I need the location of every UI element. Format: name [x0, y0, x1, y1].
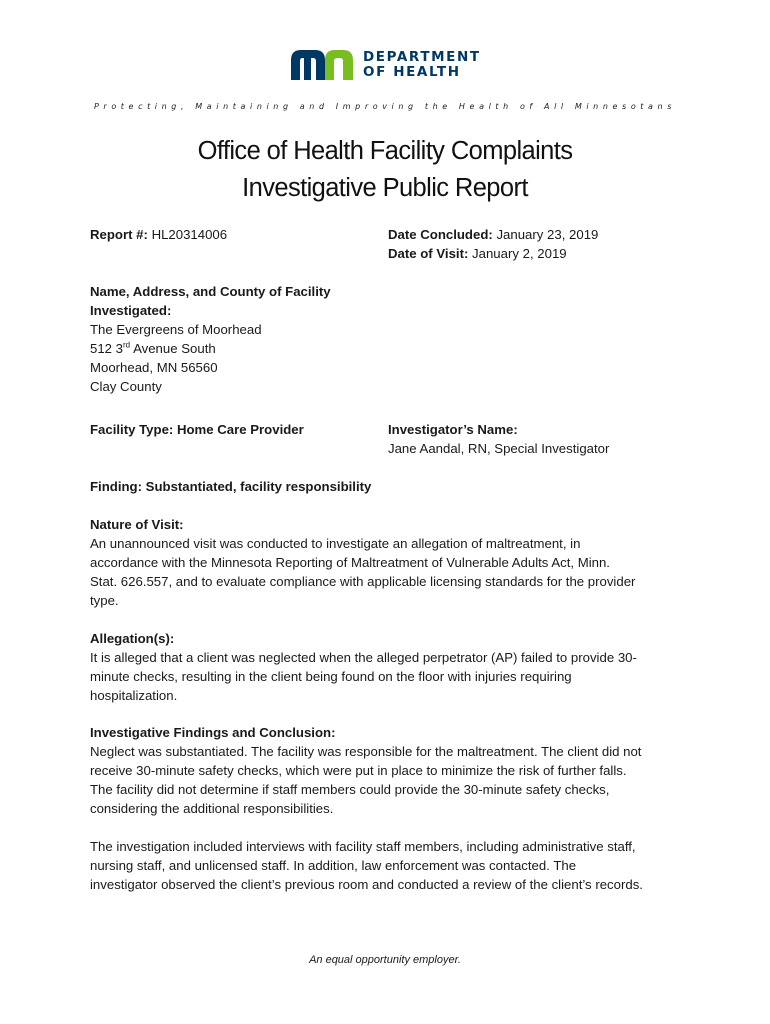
logo-wordmark [363, 50, 481, 80]
nature-line: accordance with the Minnesota Reporting of Maltreatment of Vulnerable Adults Act, Minn. [90, 555, 610, 570]
report-number [90, 225, 227, 244]
date-concluded-value: January 23, 2019 [496, 227, 599, 242]
allegation-line: minute checks, resulting in the client being found on the floor with injuries requiring [90, 669, 572, 684]
allegation-line: It is alleged that a client was neglected when the alleged perpetrator (AP) failed to provide 30- [90, 650, 637, 665]
facility-street [90, 339, 331, 358]
findings-section [90, 723, 690, 818]
date-of-visit [388, 244, 567, 263]
investigation-section [90, 837, 690, 894]
footer-eoe: An equal opportunity employer. [309, 954, 461, 966]
facility-county: Clay County [90, 379, 162, 394]
findings-heading: Investigative Findings and Conclusion: [90, 725, 336, 740]
findings-line: Neglect was substantiated. The facility was responsible for the maltreatment. The client did not [90, 744, 642, 759]
findings-line: The facility did not determine if staff members could provide the 30-minute safety checks, [90, 782, 610, 797]
facility-block [90, 282, 331, 396]
finding: Finding: Substantiated, facility responsibility [90, 479, 372, 494]
title-line-2: Investigative Public Report [242, 174, 528, 202]
investigation-line: investigator observed the client’s previous room and conducted a review of the client’s records. [90, 877, 643, 892]
facility-city: Moorhead, MN 56560 [90, 360, 218, 375]
allegation-section [90, 629, 690, 705]
allegation-heading: Allegation(s): [90, 631, 175, 646]
facility-type: Facility Type: Home Care Provider [90, 422, 304, 437]
investigation-line: The investigation included interviews with facility staff members, including administrative staff, [90, 839, 636, 854]
facility-label-line-2: Investigated: [90, 303, 172, 318]
investigation-line: nursing staff, and unlicensed staff. In addition, law enforcement was contacted. The [90, 858, 577, 873]
street-suffix: rd [123, 340, 131, 350]
facility-name: The Evergreens of Moorhead [90, 322, 262, 337]
page-title [0, 133, 770, 207]
mdh-logo [291, 48, 481, 82]
allegation-line: hospitalization. [90, 688, 178, 703]
date-concluded [388, 225, 598, 244]
nature-line: Stat. 626.557, and to evaluate compliance with applicable licensing standards for the provider [90, 574, 636, 589]
nature-of-visit-section [90, 515, 690, 610]
title-line-1: Office of Health Facility Complaints [197, 137, 573, 165]
report-number-label: Report #: [90, 227, 148, 242]
facility-label-line-1: Name, Address, and County of Facility [90, 284, 331, 299]
nature-heading: Nature of Visit: [90, 517, 184, 532]
logo-line-2: OF HEALTH [363, 64, 461, 80]
nature-line: An unannounced visit was conducted to investigate an allegation of maltreatment, in [90, 536, 581, 551]
investigator-name: Jane Aandal, RN, Special Investigator [388, 441, 610, 456]
street-rest: Avenue South [130, 341, 216, 356]
tagline: Protecting, Maintaining and Improving the Health of All Minnesotans [94, 102, 676, 111]
nature-line: type. [90, 593, 119, 608]
logo-line-1: DEPARTMENT [363, 49, 481, 65]
investigator-label: Investigator’s Name: [388, 422, 518, 437]
street-number: 512 3 [90, 341, 124, 356]
report-number-value: HL20314006 [151, 227, 228, 242]
date-concluded-label: Date Concluded: [388, 227, 493, 242]
date-of-visit-label: Date of Visit: [388, 246, 469, 261]
findings-line: receive 30-minute safety checks, which were put in place to minimize the risk of further falls. [90, 763, 627, 778]
date-of-visit-value: January 2, 2019 [472, 246, 567, 261]
findings-line: considering the additional responsibilities. [90, 801, 334, 816]
mn-logo-mark-icon [291, 50, 355, 80]
investigator [388, 420, 609, 458]
